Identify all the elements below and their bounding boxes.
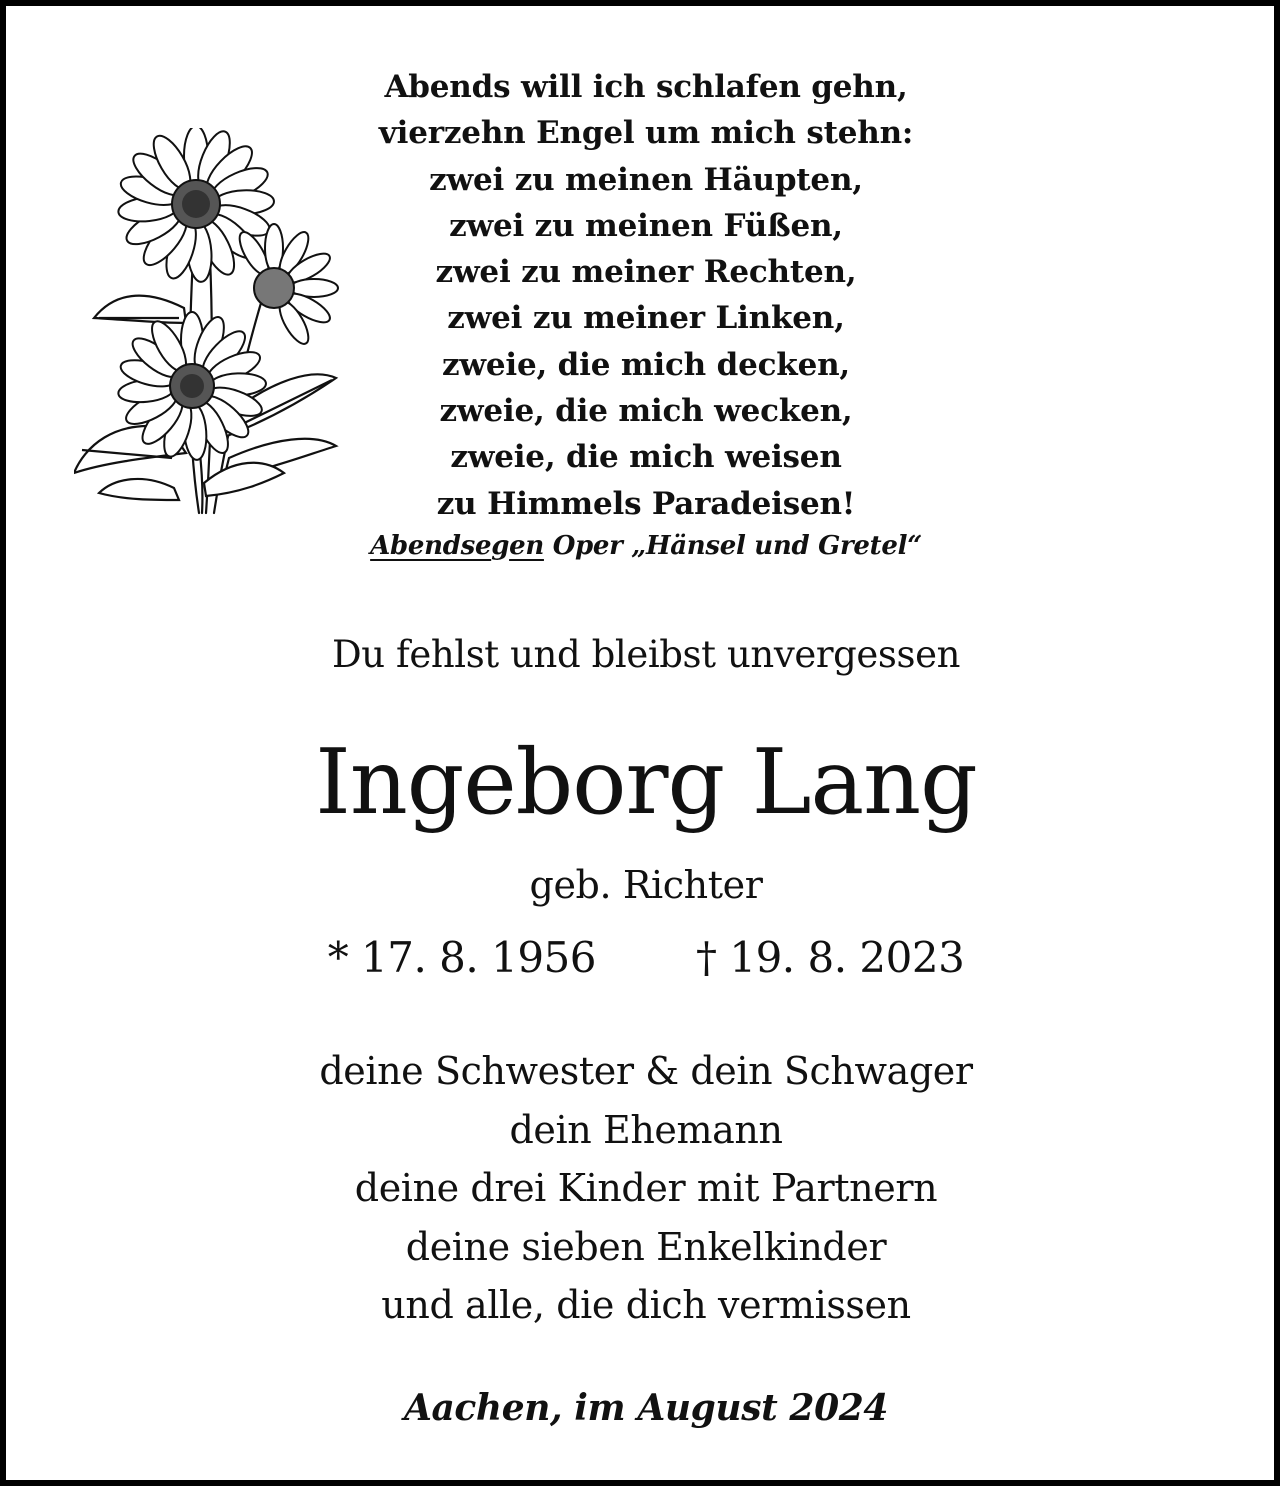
intro-text: Du fehlst und bleibst unvergessen (331, 633, 960, 676)
mourner-line: deine drei Kinder mit Partnern (354, 1166, 938, 1210)
mourner-line: dein Ehemann (509, 1107, 783, 1152)
poem-line: zweie, die mich decken, (441, 346, 851, 383)
poem-source-underlined-2: en (509, 531, 544, 561)
life-dates (146, 928, 1146, 988)
birth-date: * 17. 8. 1956 (327, 933, 596, 982)
deceased-name: Ingeborg Lang (315, 730, 977, 835)
poem-source-rest: Oper „Hänsel und Gretel“ (543, 531, 922, 561)
poem-line: zweie, die mich wecken, (439, 393, 853, 430)
mourner-line: deine sieben Enkelkinder (405, 1224, 887, 1269)
mourner-line: und alle, die dich vermissen (381, 1283, 911, 1327)
poem-source (296, 526, 996, 566)
poem-line: zwei zu meinen Häupten, (429, 161, 863, 198)
poem-source-underlined-1: Abendse (370, 531, 492, 561)
place-date: Aachen, im August 2024 (403, 1387, 889, 1429)
maiden-name: geb. Richter (529, 863, 763, 907)
poem-line: zwei zu meiner Rechten, (435, 254, 857, 291)
mourner-line: deine Schwester & dein Schwager (319, 1049, 973, 1093)
poem (296, 64, 996, 527)
poem-line: zwei zu meiner Linken, (447, 300, 845, 337)
death-date: † 19. 8. 2023 (696, 933, 965, 982)
poem-line: zwei zu meinen Füßen, (449, 207, 843, 244)
poem-line: vierzehn Engel um mich stehn: (378, 115, 914, 152)
poem-line: zu Himmels Paradeisen! (436, 485, 856, 522)
poem-source-g: g (491, 531, 510, 561)
poem-line: zweie, die mich weisen (450, 439, 842, 476)
poem-line: Abends will ich schlafen gehn, (384, 69, 908, 105)
mourners-list (146, 1042, 1146, 1335)
